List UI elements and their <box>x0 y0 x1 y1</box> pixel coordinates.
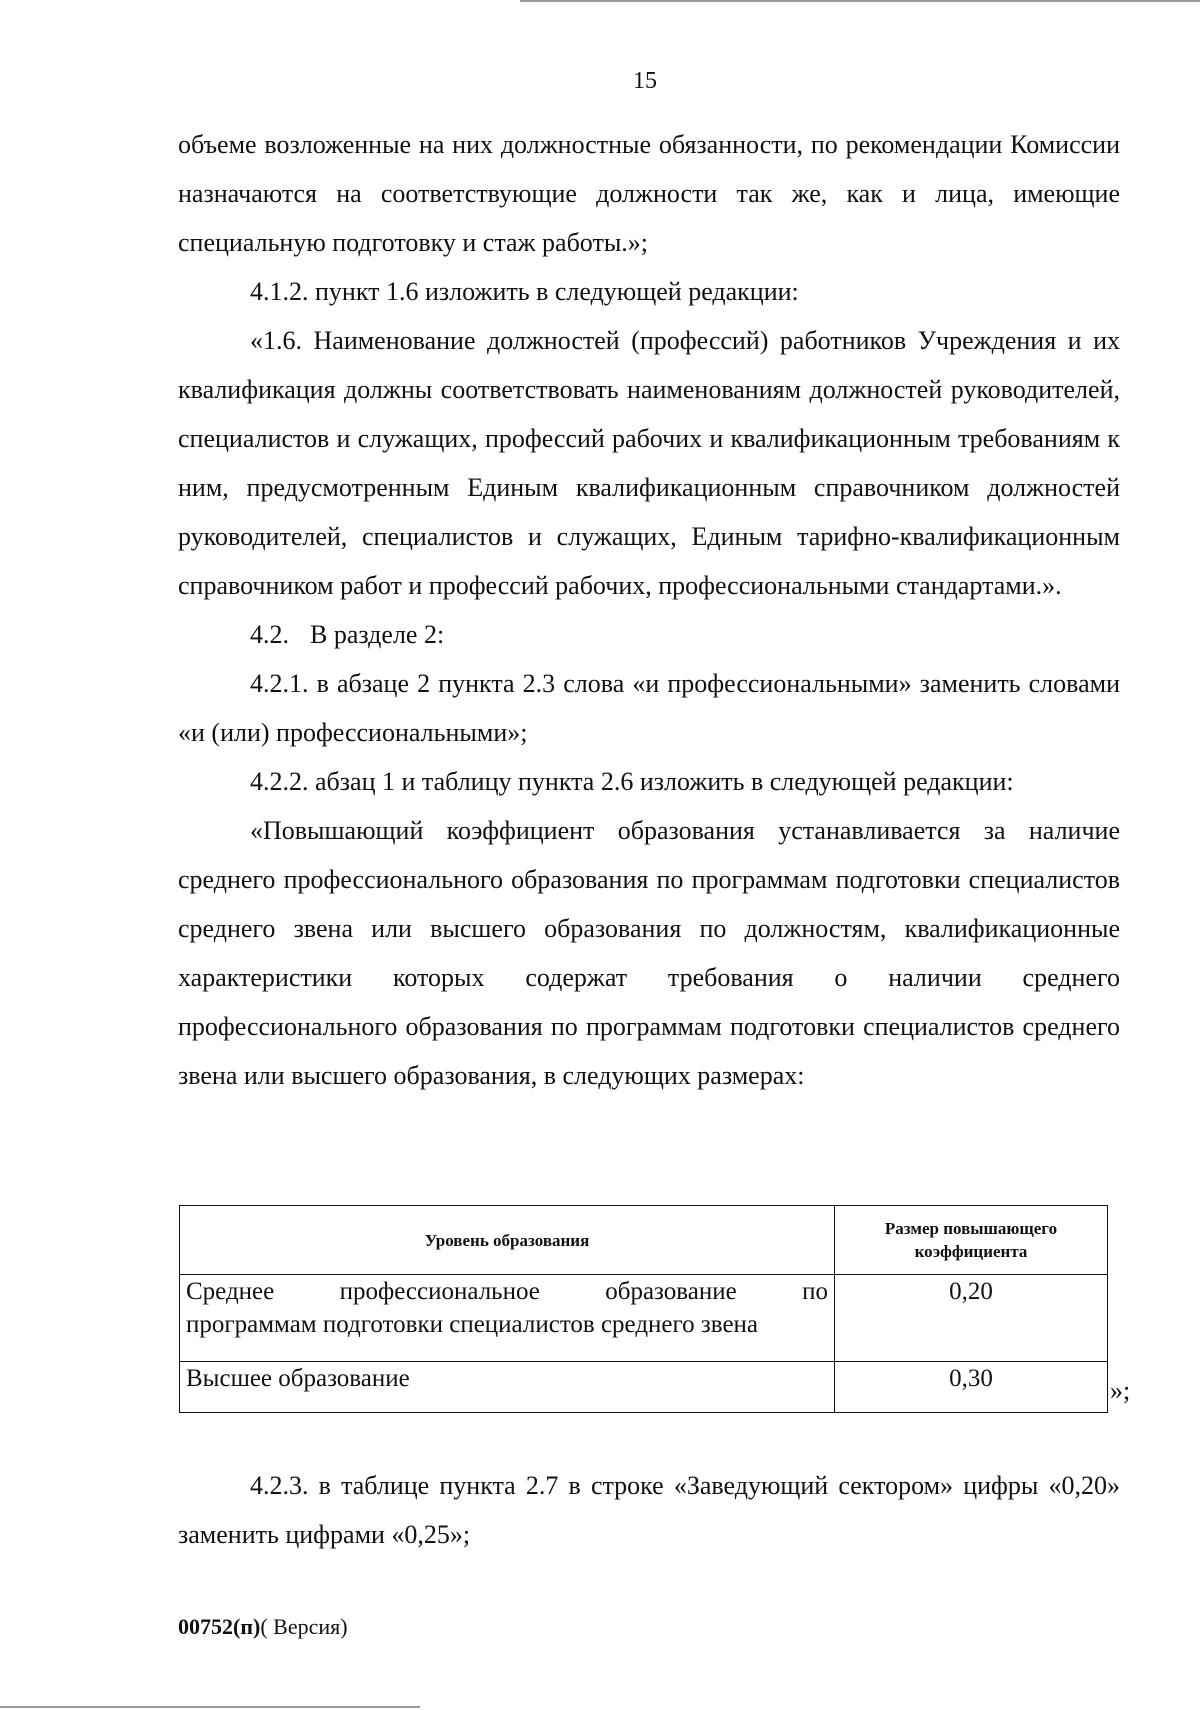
paragraph-4-2-1: 4.2.1. в абзаце 2 пункта 2.3 слова «и профессиональными» заменить словами «и (или) профессиональными»; <box>178 669 1120 747</box>
table-row <box>180 1362 1108 1413</box>
paragraph-1-6-quote: «1.6. Наименование должностей (профессий) работников Учреждения и их квалификация должны соответствовать наименованиям должностей руководителей, специалистов и служащих, профессий рабочих и квалификационным требованиям к ним, предусмотренным Единым квалификационным справочником должностей руководителей, специалистов и служащих, Единым тарифно-квалификационным справочником работ и профессий рабочих, профессиональными стандартами.». <box>178 326 1120 600</box>
paragraph-4-2 <box>178 610 1120 659</box>
cell-education-level: Высшее образование <box>180 1362 835 1413</box>
body-text-top <box>178 120 1120 1100</box>
closing-quote-mark: »; <box>1110 1376 1131 1405</box>
cell-coefficient: 0,30 <box>835 1362 1108 1413</box>
header-education-level: Уровень образования <box>180 1206 835 1275</box>
table-header-row <box>180 1206 1108 1275</box>
cell-level-line-1: Среднее профессиональное образование по <box>186 1278 828 1305</box>
table-row <box>180 1275 1108 1362</box>
education-coefficient-table <box>179 1205 1107 1413</box>
paragraph-4-2-3: 4.2.3. в таблице пункта 2.7 в строке «Заведующий сектором» цифры «0,20» заменить цифрами «0,25»; <box>178 1471 1120 1549</box>
cell-coefficient: 0,20 <box>835 1275 1108 1362</box>
paragraph-coefficient-quote: «Повышающий коэффициент образования устанавливается за наличие среднего профессионального образования по программам подготовки специалистов среднего звена или высшего образования по должностям, квалификационные характеристики которых содержат требования о наличии среднего профессионального образования по программам подготовки специалистов среднего звена или высшего образования, в следующих размерах: <box>178 816 1120 1090</box>
page-number: 15 <box>633 68 657 94</box>
paragraph-4-1-2: 4.1.2. пункт 1.6 изложить в следующей редакции: <box>250 277 799 306</box>
footer-document-code <box>178 1614 348 1640</box>
cell-level-line-2: программам подготовки специалистов среднего звена <box>186 1311 759 1338</box>
paragraph-number: 4.2. <box>250 620 289 649</box>
footer-version: ( Версия) <box>260 1614 348 1639</box>
scan-edge-line-bottom <box>0 1706 420 1708</box>
paragraph-4-2-text: В разделе 2: <box>310 620 445 649</box>
body-text-bottom <box>178 1461 1120 1559</box>
paragraph-4-2-2: 4.2.2. абзац 1 и таблицу пункта 2.6 изложить в следующей редакции: <box>250 767 1014 796</box>
footer-code: 00752(п) <box>178 1614 261 1639</box>
paragraph-continuation: объеме возложенные на них должностные обязанности, по рекомендации Комиссии назначаются на соответствующие должности так же, как и лица, имеющие специальную подготовку и стаж работы.»; <box>178 130 1120 257</box>
cell-education-level <box>180 1275 835 1362</box>
scan-edge-line <box>520 0 1200 2</box>
header-coefficient-size: Размер повышающего коэффициента <box>835 1206 1108 1275</box>
